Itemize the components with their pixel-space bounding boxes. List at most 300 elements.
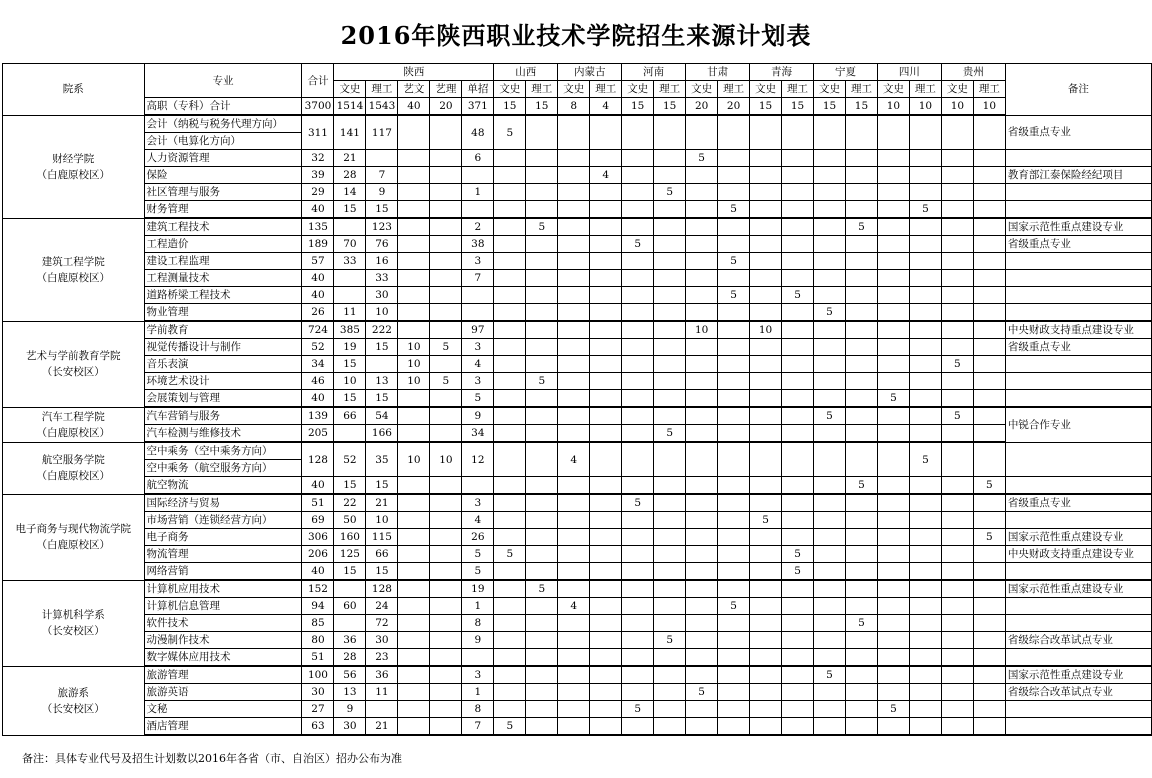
value-cell: 30 — [366, 632, 398, 649]
table-row — [3, 287, 1152, 304]
remark-cell: 省级重点专业 — [1005, 115, 1151, 150]
value-cell — [782, 167, 814, 184]
value-cell — [558, 184, 590, 201]
value-cell — [654, 477, 686, 495]
value-cell — [718, 546, 750, 563]
value-cell — [398, 563, 430, 581]
value-cell — [526, 512, 558, 529]
value-cell — [909, 304, 941, 322]
value-cell — [814, 287, 846, 304]
value-cell: 29 — [302, 184, 334, 201]
major-name: 电子商务 — [144, 529, 302, 546]
major-name: 工程造价 — [144, 236, 302, 253]
department-name: 电子商务与现代物流学院 （白鹿原校区） — [3, 494, 145, 580]
value-cell — [750, 150, 782, 167]
major-name: 会计（纳税与税务代理方向） — [144, 115, 302, 133]
value-cell — [654, 666, 686, 684]
value-cell: 5 — [814, 666, 846, 684]
value-cell — [845, 304, 877, 322]
value-cell — [782, 632, 814, 649]
header-subject: 文史 — [334, 81, 366, 98]
header-subject: 理工 — [590, 81, 622, 98]
table-row — [3, 701, 1152, 718]
value-cell: 50 — [334, 512, 366, 529]
header-subject: 艺理 — [430, 81, 462, 98]
value-cell — [526, 666, 558, 684]
major-name: 空中乘务（航空服务方向） — [144, 460, 302, 477]
value-cell — [430, 287, 462, 304]
value-cell: 6 — [462, 150, 494, 167]
value-cell: 72 — [366, 615, 398, 632]
footnote: 备注：具体专业代号及招生计划数以2016年各省（市、自治区）招办公布为准 — [22, 752, 402, 765]
value-cell — [718, 649, 750, 667]
value-cell: 724 — [302, 321, 334, 339]
header-subject: 文史 — [686, 81, 718, 98]
value-cell — [590, 477, 622, 495]
value-cell — [494, 270, 526, 287]
value-cell — [686, 494, 718, 512]
major-name: 财务管理 — [144, 201, 302, 219]
value-cell: 125 — [334, 546, 366, 563]
value-cell: 100 — [302, 666, 334, 684]
value-cell — [590, 546, 622, 563]
value-cell — [558, 236, 590, 253]
value-cell — [430, 632, 462, 649]
department-name: 航空服务学院 （白鹿原校区） — [3, 442, 145, 494]
table-row — [3, 425, 1152, 443]
value-cell — [526, 425, 558, 443]
value-cell — [909, 529, 941, 546]
value-cell — [750, 666, 782, 684]
header-subject: 单招 — [462, 81, 494, 98]
value-cell — [622, 321, 654, 339]
value-cell — [750, 304, 782, 322]
value-cell: 5 — [654, 184, 686, 201]
header-province: 内蒙古 — [558, 64, 622, 81]
value-cell — [782, 684, 814, 701]
value-cell — [526, 546, 558, 563]
value-cell: 205 — [302, 425, 334, 443]
summary-value: 15 — [654, 98, 686, 116]
major-name: 音乐表演 — [144, 356, 302, 373]
major-name: 航空物流 — [144, 477, 302, 495]
value-cell: 52 — [334, 442, 366, 477]
remark-cell: 省级综合改革试点专业 — [1005, 632, 1151, 649]
value-cell — [782, 218, 814, 236]
value-cell — [718, 218, 750, 236]
value-cell — [941, 442, 973, 477]
value-cell: 10 — [398, 373, 430, 390]
header-province: 贵州 — [941, 64, 1005, 81]
value-cell — [686, 253, 718, 270]
major-name: 软件技术 — [144, 615, 302, 632]
summary-value: 15 — [526, 98, 558, 116]
value-cell — [654, 701, 686, 718]
enrollment-plan-table — [2, 63, 1152, 736]
value-cell — [686, 563, 718, 581]
value-cell — [622, 184, 654, 201]
value-cell — [590, 425, 622, 443]
value-cell — [877, 218, 909, 236]
value-cell: 7 — [366, 167, 398, 184]
value-cell: 5 — [973, 477, 1005, 495]
header-subject: 理工 — [366, 81, 398, 98]
value-cell — [686, 649, 718, 667]
table-row — [3, 529, 1152, 546]
value-cell — [430, 253, 462, 270]
value-cell: 85 — [302, 615, 334, 632]
value-cell: 56 — [334, 666, 366, 684]
table-row — [3, 236, 1152, 253]
value-cell — [877, 512, 909, 529]
major-name: 汽车营销与服务 — [144, 407, 302, 425]
value-cell — [654, 287, 686, 304]
value-cell — [909, 477, 941, 495]
value-cell: 5 — [462, 563, 494, 581]
value-cell — [590, 390, 622, 408]
value-cell — [494, 684, 526, 701]
value-cell — [558, 529, 590, 546]
value-cell: 28 — [334, 167, 366, 184]
value-cell — [558, 270, 590, 287]
value-cell — [622, 632, 654, 649]
value-cell: 26 — [462, 529, 494, 546]
table-row — [3, 304, 1152, 322]
table-row — [3, 684, 1152, 701]
value-cell: 63 — [302, 718, 334, 736]
value-cell — [909, 270, 941, 287]
value-cell: 139 — [302, 407, 334, 425]
value-cell — [398, 701, 430, 718]
value-cell — [750, 270, 782, 287]
value-cell: 5 — [941, 407, 973, 425]
value-cell: 51 — [302, 494, 334, 512]
value-cell — [526, 477, 558, 495]
value-cell: 10 — [686, 321, 718, 339]
value-cell: 5 — [526, 373, 558, 390]
table-row — [3, 632, 1152, 649]
table-row — [3, 666, 1152, 684]
value-cell — [750, 218, 782, 236]
value-cell: 66 — [366, 546, 398, 563]
major-name: 网络营销 — [144, 563, 302, 581]
value-cell — [590, 270, 622, 287]
value-cell: 4 — [558, 598, 590, 615]
value-cell — [622, 253, 654, 270]
value-cell — [814, 339, 846, 356]
value-cell — [814, 167, 846, 184]
value-cell — [941, 512, 973, 529]
value-cell — [430, 684, 462, 701]
value-cell — [654, 373, 686, 390]
value-cell — [590, 253, 622, 270]
value-cell — [877, 253, 909, 270]
value-cell — [398, 287, 430, 304]
value-cell — [845, 115, 877, 150]
value-cell — [845, 684, 877, 701]
value-cell — [877, 632, 909, 649]
value-cell — [686, 373, 718, 390]
value-cell — [558, 666, 590, 684]
value-cell — [654, 270, 686, 287]
value-cell — [494, 407, 526, 425]
value-cell — [686, 304, 718, 322]
value-cell — [718, 425, 750, 443]
summary-value: 15 — [782, 98, 814, 116]
value-cell — [973, 287, 1005, 304]
major-name: 建筑工程技术 — [144, 218, 302, 236]
value-cell — [782, 373, 814, 390]
value-cell — [430, 563, 462, 581]
value-cell: 97 — [462, 321, 494, 339]
value-cell — [622, 218, 654, 236]
table-row — [3, 339, 1152, 356]
value-cell — [654, 529, 686, 546]
value-cell — [686, 529, 718, 546]
value-cell — [941, 649, 973, 667]
header-row-provinces — [3, 64, 1152, 81]
value-cell — [877, 684, 909, 701]
value-cell — [622, 115, 654, 150]
value-cell — [877, 529, 909, 546]
header-subject: 文史 — [814, 81, 846, 98]
value-cell — [686, 236, 718, 253]
value-cell — [494, 339, 526, 356]
value-cell — [622, 666, 654, 684]
value-cell — [877, 304, 909, 322]
value-cell — [909, 390, 941, 408]
value-cell — [494, 373, 526, 390]
value-cell — [526, 390, 558, 408]
value-cell: 15 — [366, 201, 398, 219]
value-cell — [430, 477, 462, 495]
value-cell — [526, 339, 558, 356]
value-cell — [845, 236, 877, 253]
value-cell — [654, 201, 686, 219]
value-cell — [654, 546, 686, 563]
value-cell: 5 — [845, 477, 877, 495]
major-name: 旅游英语 — [144, 684, 302, 701]
remark-cell — [1005, 649, 1151, 667]
department-name: 汽车工程学院 （白鹿原校区） — [3, 407, 145, 442]
value-cell: 76 — [366, 236, 398, 253]
value-cell — [750, 201, 782, 219]
value-cell: 4 — [462, 356, 494, 373]
value-cell: 5 — [718, 253, 750, 270]
value-cell — [622, 684, 654, 701]
table-row — [3, 442, 1152, 460]
value-cell — [654, 253, 686, 270]
remark-cell — [1005, 390, 1151, 408]
value-cell: 30 — [366, 287, 398, 304]
value-cell: 13 — [366, 373, 398, 390]
value-cell — [941, 494, 973, 512]
header-province: 宁夏 — [814, 64, 878, 81]
value-cell — [750, 580, 782, 598]
value-cell — [973, 684, 1005, 701]
value-cell — [590, 615, 622, 632]
summary-value: 1514 — [334, 98, 366, 116]
value-cell: 2 — [462, 218, 494, 236]
value-cell — [973, 615, 1005, 632]
value-cell — [941, 321, 973, 339]
header-subject: 文史 — [750, 81, 782, 98]
value-cell — [814, 546, 846, 563]
value-cell — [654, 649, 686, 667]
table-row — [3, 649, 1152, 667]
value-cell: 33 — [366, 270, 398, 287]
value-cell — [814, 270, 846, 287]
value-cell — [909, 218, 941, 236]
value-cell — [654, 304, 686, 322]
table-row — [3, 373, 1152, 390]
value-cell: 21 — [366, 494, 398, 512]
remark-cell — [1005, 150, 1151, 167]
value-cell — [909, 494, 941, 512]
value-cell — [430, 150, 462, 167]
value-cell — [462, 649, 494, 667]
value-cell: 30 — [334, 718, 366, 736]
value-cell — [622, 407, 654, 425]
value-cell — [590, 304, 622, 322]
value-cell — [334, 580, 366, 598]
value-cell — [398, 390, 430, 408]
value-cell — [590, 150, 622, 167]
value-cell: 128 — [366, 580, 398, 598]
value-cell — [909, 546, 941, 563]
value-cell: 40 — [302, 390, 334, 408]
value-cell — [941, 167, 973, 184]
value-cell — [718, 632, 750, 649]
remark-cell — [1005, 373, 1151, 390]
value-cell — [654, 356, 686, 373]
value-cell — [909, 598, 941, 615]
value-cell — [814, 684, 846, 701]
value-cell — [718, 356, 750, 373]
remark-cell: 国家示范性重点建设专业 — [1005, 218, 1151, 236]
value-cell — [334, 425, 366, 443]
value-cell — [973, 253, 1005, 270]
value-cell: 9 — [462, 407, 494, 425]
value-cell — [398, 201, 430, 219]
value-cell — [654, 563, 686, 581]
value-cell — [909, 684, 941, 701]
value-cell: 34 — [302, 356, 334, 373]
value-cell — [814, 442, 846, 477]
value-cell — [494, 701, 526, 718]
value-cell — [877, 494, 909, 512]
value-cell: 5 — [909, 442, 941, 477]
major-name: 会展策划与管理 — [144, 390, 302, 408]
value-cell — [686, 666, 718, 684]
value-cell: 5 — [622, 236, 654, 253]
value-cell — [973, 546, 1005, 563]
remark-cell: 中锐合作专业 — [1005, 407, 1151, 442]
value-cell — [494, 512, 526, 529]
value-cell — [877, 442, 909, 477]
summary-value: 10 — [877, 98, 909, 116]
value-cell — [430, 494, 462, 512]
value-cell — [782, 390, 814, 408]
value-cell: 5 — [462, 390, 494, 408]
value-cell — [814, 115, 846, 150]
value-cell — [941, 339, 973, 356]
value-cell — [877, 666, 909, 684]
remark-cell — [1005, 184, 1151, 201]
value-cell — [398, 236, 430, 253]
value-cell: 3 — [462, 494, 494, 512]
table-row — [3, 598, 1152, 615]
value-cell — [750, 407, 782, 425]
value-cell — [654, 580, 686, 598]
remark-cell — [1005, 598, 1151, 615]
value-cell — [973, 390, 1005, 408]
value-cell — [782, 339, 814, 356]
value-cell — [462, 477, 494, 495]
value-cell: 222 — [366, 321, 398, 339]
value-cell: 385 — [334, 321, 366, 339]
value-cell — [686, 339, 718, 356]
remark-cell — [1005, 270, 1151, 287]
value-cell — [622, 304, 654, 322]
value-cell — [334, 287, 366, 304]
value-cell — [750, 684, 782, 701]
value-cell — [590, 356, 622, 373]
value-cell: 5 — [622, 701, 654, 718]
value-cell — [430, 615, 462, 632]
value-cell — [845, 529, 877, 546]
value-cell — [973, 304, 1005, 322]
value-cell — [941, 201, 973, 219]
value-cell — [558, 321, 590, 339]
value-cell — [494, 218, 526, 236]
value-cell — [782, 701, 814, 718]
value-cell — [877, 356, 909, 373]
value-cell — [845, 632, 877, 649]
value-cell — [558, 649, 590, 667]
value-cell — [430, 304, 462, 322]
value-cell — [398, 253, 430, 270]
value-cell — [814, 580, 846, 598]
major-name: 计算机信息管理 — [144, 598, 302, 615]
major-name: 保险 — [144, 167, 302, 184]
value-cell: 5 — [622, 494, 654, 512]
value-cell: 13 — [334, 684, 366, 701]
value-cell — [398, 150, 430, 167]
summary-value: 15 — [814, 98, 846, 116]
value-cell — [782, 580, 814, 598]
value-cell: 11 — [366, 684, 398, 701]
value-cell — [654, 390, 686, 408]
value-cell — [941, 115, 973, 150]
value-cell — [558, 494, 590, 512]
value-cell: 117 — [366, 115, 398, 150]
value-cell — [686, 201, 718, 219]
value-cell — [814, 425, 846, 443]
value-cell — [494, 201, 526, 219]
value-cell — [750, 236, 782, 253]
value-cell — [845, 718, 877, 736]
value-cell — [494, 236, 526, 253]
value-cell — [526, 494, 558, 512]
value-cell — [973, 150, 1005, 167]
value-cell — [622, 270, 654, 287]
value-cell — [718, 339, 750, 356]
summary-value: 371 — [462, 98, 494, 116]
value-cell: 5 — [718, 287, 750, 304]
remark-cell — [1005, 287, 1151, 304]
remark-cell — [1005, 615, 1151, 632]
